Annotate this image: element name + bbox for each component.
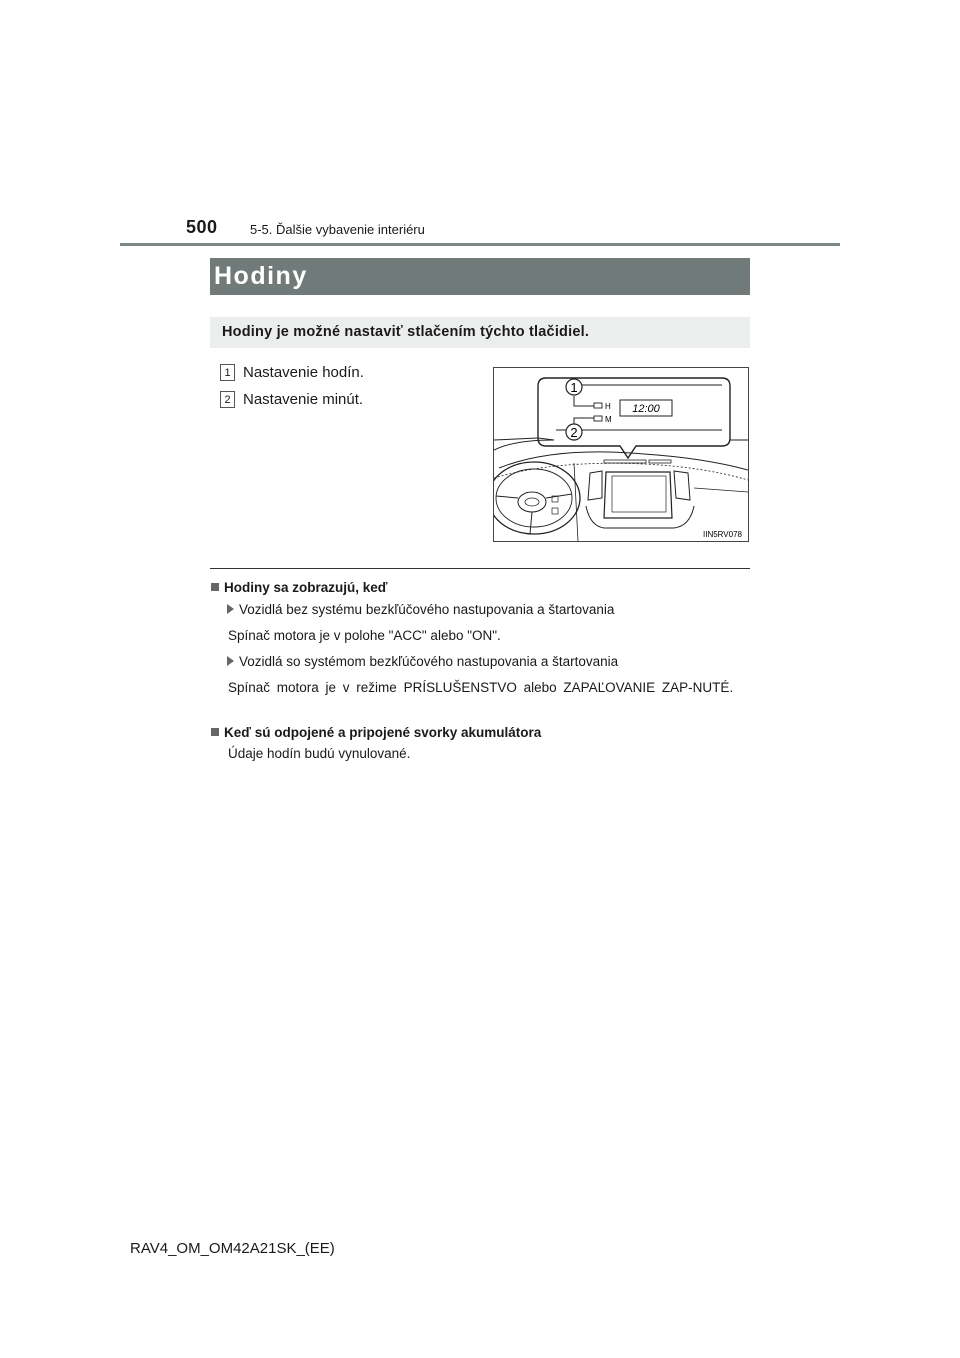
triangle-bullet-icon xyxy=(227,604,234,614)
triangle-bullet-icon xyxy=(227,656,234,666)
section-divider xyxy=(210,568,750,569)
page-title: Hodiny xyxy=(214,262,308,290)
top-vent xyxy=(649,460,671,463)
dashboard-drawing xyxy=(494,368,748,541)
intro-text: Hodiny je možné nastaviť stlačením týchto tlačidiel. xyxy=(222,324,590,340)
steering-wheel xyxy=(494,462,580,534)
note-text-1: Spínač motora je v polohe "ACC" alebo "ON". xyxy=(228,628,501,643)
dash-line xyxy=(494,438,538,440)
section-label: 5-5. Ďalšie vybavenie interiéru xyxy=(250,222,425,237)
column-line xyxy=(574,463,578,541)
footer-code: RAV4_OM_OM42A21SK_(EE) xyxy=(130,1240,335,1257)
dash-line xyxy=(694,488,748,492)
top-vent xyxy=(604,460,646,463)
callout-item-1 xyxy=(220,364,364,381)
note-heading-2: Keď sú odpojené a pripojené svorky akumulátora xyxy=(211,723,541,742)
figure-code: IIN5RV078 xyxy=(703,530,742,539)
callout-number: 1 xyxy=(220,364,235,381)
note-text-2: Spínač motora je v režime PRÍSLUŠENSTVO alebo ZAPAĽOVANIE ZAP-NUTÉ. xyxy=(228,680,734,695)
callout-number: 2 xyxy=(220,391,235,408)
steering-hub xyxy=(518,492,546,512)
callout-circle-label: 2 xyxy=(570,425,578,440)
square-bullet-icon xyxy=(211,583,219,591)
clock-illustration xyxy=(493,367,749,542)
left-vent xyxy=(588,471,602,500)
note-heading-1: Hodiny sa zobrazujú, keď xyxy=(211,578,387,597)
clock-time: 12:00 xyxy=(632,403,660,415)
note-subitem-1: Vozidlá bez systému bezkľúčového nastupovania a štartovania xyxy=(227,600,614,619)
note-text-3: Údaje hodín budú vynulované. xyxy=(228,746,411,761)
callout-text: Nastavenie minút. xyxy=(243,391,364,408)
dash-top-curve xyxy=(499,452,748,470)
wheel-button xyxy=(552,508,558,514)
callout-circle-label: 1 xyxy=(570,380,578,395)
callout-text: Nastavenie hodín. xyxy=(243,364,364,381)
note-subitem-2: Vozidlá so systémom bezkľúčového nastupovania a štartovania xyxy=(227,652,618,671)
callout-item-2 xyxy=(220,391,363,408)
center-screen xyxy=(604,472,672,518)
square-bullet-icon xyxy=(211,728,219,736)
steering-emblem xyxy=(525,498,539,506)
minute-button xyxy=(594,416,602,421)
page-number: 500 xyxy=(186,217,218,237)
minute-button-label: M xyxy=(605,415,612,424)
header-divider xyxy=(120,243,840,246)
hour-button-label: H xyxy=(605,402,611,411)
right-vent xyxy=(674,471,690,500)
hour-button xyxy=(594,403,602,408)
